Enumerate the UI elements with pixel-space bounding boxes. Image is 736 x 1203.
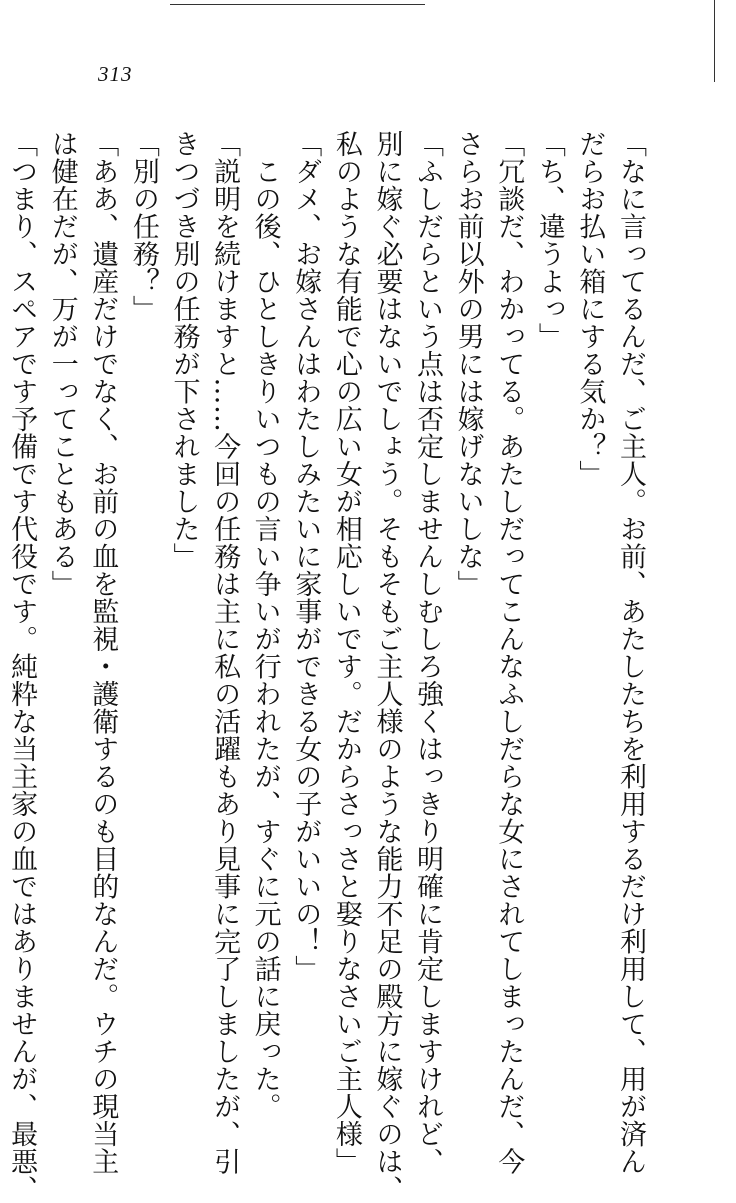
- text-line: 「つまり、スペアです予備です代役です。純粋な当主家の血ではありませんが、最悪、: [6, 130, 38, 1203]
- text-line: この後、ひとしきりいつもの言い争いが行われたが、すぐに元の話に戻った。: [249, 130, 281, 1120]
- text-line: 「冗談だ、わかってる。あたしだってこんなふしだらな女にされてしまったんだ、今: [493, 130, 525, 1175]
- text-line: 「ああ、遺産だけでなく、お前の血を監視・護衛するのも目的なんだ。ウチの現当主: [87, 130, 119, 1175]
- text-line: 「説明を続けますと……今回の任務は主に私の活躍もあり見事に完了しましたが、引: [209, 130, 241, 1175]
- text-line: 別に嫁ぐ必要はないでしょう。そもそもご主人様のような能力不足の殿方に嫁ぐのは、: [371, 130, 403, 1203]
- vertical-text-body: [6, 130, 650, 1203]
- text-line: だらお払い箱にする気か？」: [574, 130, 606, 488]
- right-margin-rule: [714, 0, 715, 82]
- text-line: は健在だが、万が一ってこともある」: [46, 130, 78, 598]
- top-rule: [170, 4, 425, 5]
- text-line: 「なに言ってるんだ、ご主人。お前、あたしたちを利用するだけ利用して、用が済ん: [615, 130, 646, 1175]
- text-line: きつづき別の任務が下されました」: [168, 130, 200, 570]
- page-number: 313: [98, 62, 133, 86]
- text-line: 「ふしだらという点は否定しませんしむしろ強くはっきり明確に肯定しますけれど、: [412, 130, 444, 1175]
- text-line: 「ち、違うよっ」: [533, 130, 565, 350]
- text-line: 「ダメ、お嫁さんはわたしみたいに家事ができる女の子がいいの！」: [290, 130, 322, 983]
- text-line: さらお前以外の男には嫁げないしな」: [452, 130, 484, 598]
- text-line: 私のような有能で心の広い女が相応しいです。だからさっさと娶りなさいご主人様」: [330, 130, 362, 1175]
- text-line: 「別の任務？」: [127, 130, 159, 323]
